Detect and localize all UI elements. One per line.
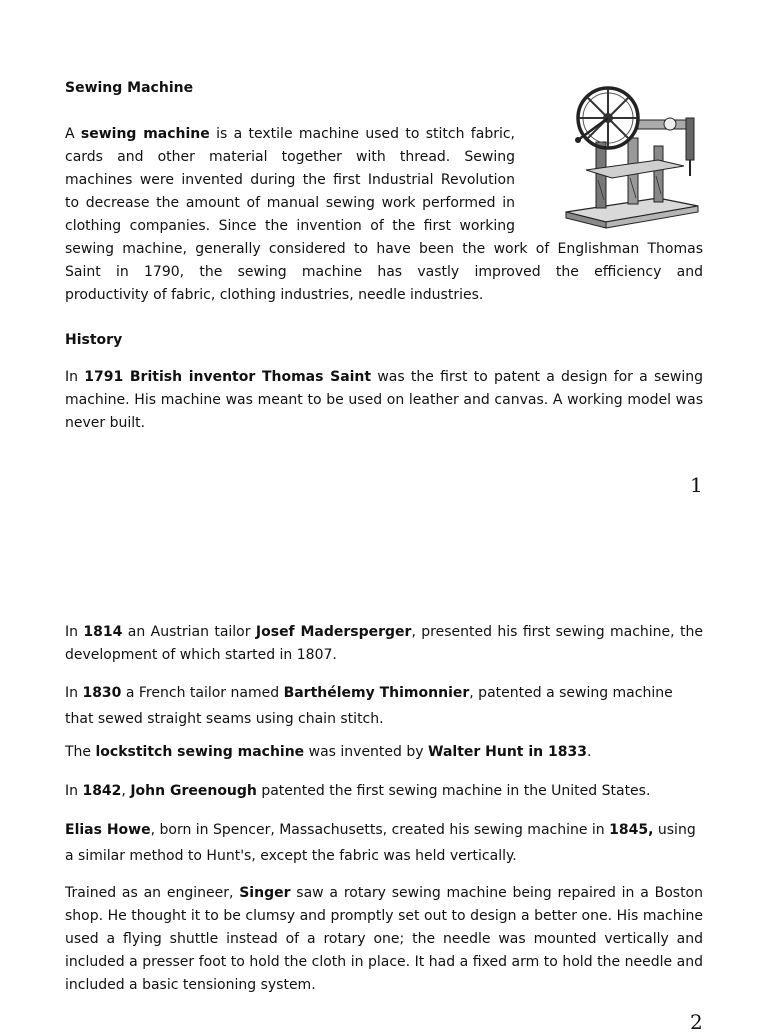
inventor-name: Walter Hunt in 1833 — [428, 744, 587, 760]
history-paragraph — [65, 366, 703, 435]
para-text: . — [586, 744, 592, 760]
inventor-name: Barthélemy Thimonnier — [283, 685, 470, 701]
paragraph-howe — [65, 817, 703, 869]
intro-line — [65, 123, 515, 146]
page-number: 2 — [690, 1010, 703, 1034]
para-text: an Austrian tailor — [122, 624, 256, 640]
inventor-name: Elias Howe — [65, 822, 151, 838]
paragraph-1814 — [65, 621, 703, 667]
para-text: , presented his first sewing machine, the development of which started in 1807. — [65, 624, 703, 663]
para-text: , patented a sewing machine that sewed straight seams using chain stitch. — [65, 685, 673, 727]
intro-text: A — [65, 126, 81, 142]
para-text: In — [65, 624, 84, 640]
para-text: The — [65, 744, 96, 760]
intro-line: clothing companies. Since the invention of the first working — [65, 218, 515, 234]
year-label: 1842 — [82, 783, 122, 799]
history-text: In — [65, 369, 85, 385]
term-lockstitch: lockstitch sewing machine — [95, 744, 305, 760]
paragraph-1830 — [65, 680, 703, 732]
inventor-name: John Greenough — [130, 783, 257, 799]
intro-line: Saint in 1790, the sewing machine has vastly improved the efficiency and — [65, 264, 703, 280]
para-text: using a similar method to Hunt's, except the fabric was held vertically. — [65, 822, 696, 864]
para-text: , born in Spencer, Massachusetts, created his sewing machine in — [150, 822, 610, 838]
paragraph-1842 — [65, 780, 703, 803]
intro-line: sewing machine, generally considered to have been the work of Englishman Thomas — [65, 241, 703, 257]
para-text: In — [65, 685, 83, 701]
para-text: was invented by — [304, 744, 428, 760]
para-text: Trained as an engineer, — [65, 885, 240, 901]
year-label: 1814 — [83, 624, 123, 640]
paragraph-singer — [65, 882, 703, 997]
intro-text: is a textile machine used to stitch fabric, — [209, 126, 515, 142]
page-title: Sewing Machine — [65, 80, 194, 96]
intro-line: machines were invented during the first Industrial Revolution — [65, 172, 515, 188]
intro-line: productivity of fabric, clothing industries, needle industries. — [65, 287, 484, 303]
page-number: 1 — [690, 473, 703, 497]
year-label: 1830 — [82, 685, 122, 701]
history-heading: History — [65, 332, 123, 348]
para-text: , — [121, 783, 131, 799]
para-text: a French tailor named — [121, 685, 284, 701]
history-inventor: 1791 British inventor Thomas Saint — [84, 369, 372, 385]
inventor-name: Josef Madersperger — [255, 624, 412, 640]
intro-line: cards and other material together with thread. Sewing — [65, 149, 515, 165]
term-sewing-machine: sewing machine — [80, 126, 210, 142]
intro-paragraph — [65, 123, 703, 307]
para-text: patented the first sewing machine in the United States. — [256, 783, 651, 799]
paragraph-lockstitch — [65, 741, 703, 764]
para-text: In — [65, 783, 83, 799]
history-text: was the first to patent a design for a sewing machine. His machine was meant to be used on leather and canvas. A working model was never built. — [65, 369, 704, 431]
inventor-name: Singer — [239, 885, 291, 901]
year-label: 1845, — [609, 822, 654, 838]
intro-line: to decrease the amount of manual sewing work performed in — [65, 195, 515, 211]
para-text: saw a rotary sewing machine being repaired in a Boston shop. He thought it to be clumsy and promptly set out to design a better one. His machine used a flying shuttle instead of a rotary one; the needle was mounted vertically and included a presser foot to hold the cloth in place. It had a fixed arm to hold the needle and included a basic tensioning system. — [65, 885, 703, 993]
